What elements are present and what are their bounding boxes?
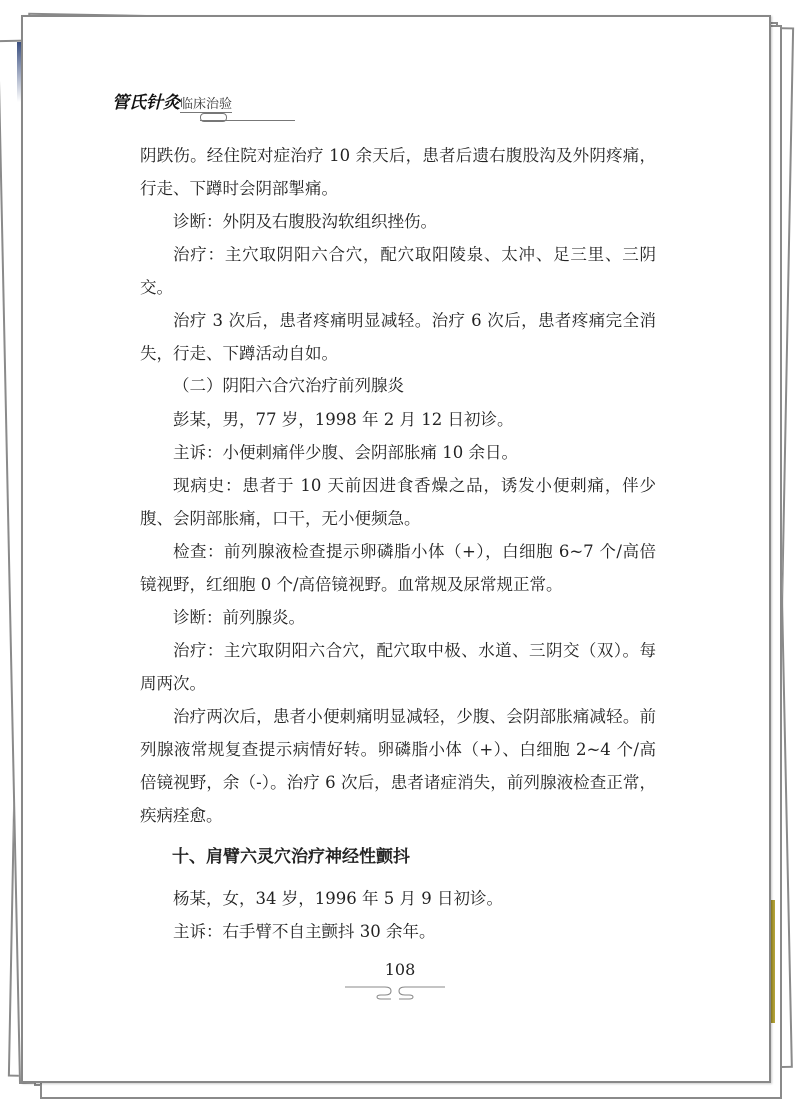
header-rule <box>200 120 295 121</box>
paragraph: 治疗两次后，患者小便刺痛明显减轻，少腹、会阴部胀痛减轻。前列腺液常规复查提示病情好转。卵磷脂小体（+）、白细胞 2~4 个/高倍镜视野，余（-）。治疗 6 次后，患者诸症消失，前列腺液检查正常，疾病痊愈。 <box>140 707 656 825</box>
running-header <box>112 88 232 113</box>
footer-ornament <box>345 984 445 1000</box>
paragraph: 彭某，男，77 岁，1998 年 2 月 12 日初诊。 <box>173 410 514 429</box>
paragraph: 治疗 3 次后，患者疼痛明显减轻。治疗 6 次后，患者疼痛完全消失，行走、下蹲活动自如。 <box>140 311 656 363</box>
paragraph: 诊断：外阴及右腹股沟软组织挫伤。 <box>173 212 437 231</box>
paragraph: 主诉：右手臂不自主颤抖 30 余年。 <box>173 922 436 941</box>
paragraph: 阴跌伤。经住院对症治疗 10 余天后，患者后遗右腹股沟及外阴疼痛，行走、下蹲时会阴部掣痛。 <box>140 146 656 198</box>
paragraph: 治疗：主穴取阴阳六合穴，配穴取中极、水道、三阴交（双）。每周两次。 <box>140 641 656 693</box>
section-heading: 十、肩臂六灵穴治疗神经性颤抖 <box>172 847 410 867</box>
paragraph: 杨某，女，34 岁，1996 年 5 月 9 日初诊。 <box>173 889 503 908</box>
page-number: 108 <box>384 960 416 979</box>
header-title: 临床治验 <box>180 97 233 112</box>
paragraph: 现病史：患者于 10 天前因进食香燥之品，诱发小便刺痛，伴少腹、会阴部胀痛，口干，无小便频急。 <box>140 476 656 528</box>
paragraph: 主诉：小便刺痛伴少腹、会阴部胀痛 10 余日。 <box>173 443 518 462</box>
paragraph: 诊断：前列腺炎。 <box>173 608 305 627</box>
paragraph: 治疗：主穴取阴阳六合穴，配穴取阳陵泉、太冲、足三里、三阴交。 <box>140 245 656 297</box>
paragraph: 检查：前列腺液检查提示卵磷脂小体（+），白细胞 6~7 个/高倍镜视野，红细胞 0 个/高倍镜视野。血常规及尿常规正常。 <box>140 542 656 594</box>
subheading: （二）阴阳六合穴治疗前列腺炎 <box>173 376 404 395</box>
book-logo: 管氏针灸 <box>112 93 180 113</box>
